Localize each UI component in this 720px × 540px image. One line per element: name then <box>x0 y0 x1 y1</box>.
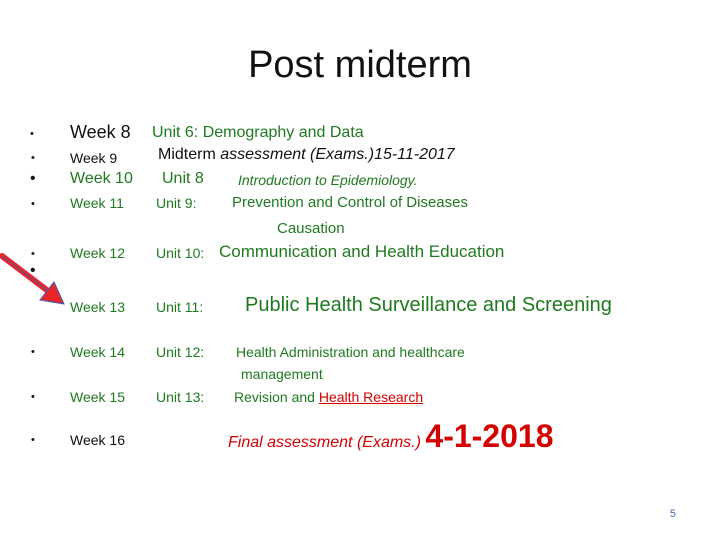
week-16-label: Week 16 <box>70 432 125 448</box>
bullet: • <box>30 262 36 279</box>
week-13-topic: Public Health Surveillance and Screening <box>245 294 612 316</box>
week-12-unit: Unit 10: <box>156 245 205 261</box>
bullet: • <box>31 434 35 446</box>
week-10-label: Week 10 <box>70 170 133 187</box>
week-10-topic: Introduction to Epidemiology. <box>238 172 418 188</box>
week-11-label: Week 11 <box>70 195 124 211</box>
bullet: • <box>31 248 35 260</box>
week-14-topic: Health Administration and healthcare <box>236 344 465 360</box>
week-15-topic-a: Revision and <box>234 389 319 405</box>
week-10-unit: Unit 8 <box>162 170 204 187</box>
week-15-label: Week 15 <box>70 389 125 405</box>
week-11-unit: Unit 9: <box>156 195 197 211</box>
week-14-label: Week 14 <box>70 344 125 360</box>
week-9-label: Week 9 <box>70 150 118 166</box>
week-15-topic-b: Health Research <box>318 389 424 405</box>
week-15-topic <box>234 389 423 405</box>
week-12-topic: Communication and Health Education <box>219 242 505 261</box>
week-13-unit: Unit 11: <box>156 299 204 315</box>
week-12-label: Week 12 <box>70 245 125 261</box>
week-15-unit: Unit 13: <box>156 389 205 405</box>
bullet: • <box>31 346 35 358</box>
week-8-unit: Unit 6: Demography and Data <box>152 124 364 141</box>
week-14-unit: Unit 12: <box>156 344 205 360</box>
final-assessment-date: 4-1-2018 <box>425 418 554 454</box>
page-number: 5 <box>669 508 676 520</box>
slide-title: Post midterm <box>248 44 472 86</box>
week-11-topic: Prevention and Control of Diseases <box>232 194 468 211</box>
week-13-label: Week 13 <box>70 299 125 315</box>
bullet: • <box>31 391 35 403</box>
week-9-topic-b: assessment (Exams.)15-11-2017 <box>220 146 455 163</box>
week-8-label: Week 8 <box>70 122 131 142</box>
bullet: • <box>31 152 35 164</box>
bullet: • <box>31 198 35 210</box>
week-11-topic-line2: Causation <box>277 220 345 237</box>
week-9-topic <box>158 146 455 164</box>
red-arrow-icon <box>0 250 80 310</box>
bullet: • <box>30 170 36 187</box>
week-14-topic-line2: management <box>241 366 323 382</box>
bullet: • <box>30 128 34 140</box>
week-9-topic-a: Midterm <box>158 146 221 163</box>
final-assessment-text: Final assessment (Exams.) <box>228 434 426 451</box>
week-16-topic <box>228 418 553 455</box>
